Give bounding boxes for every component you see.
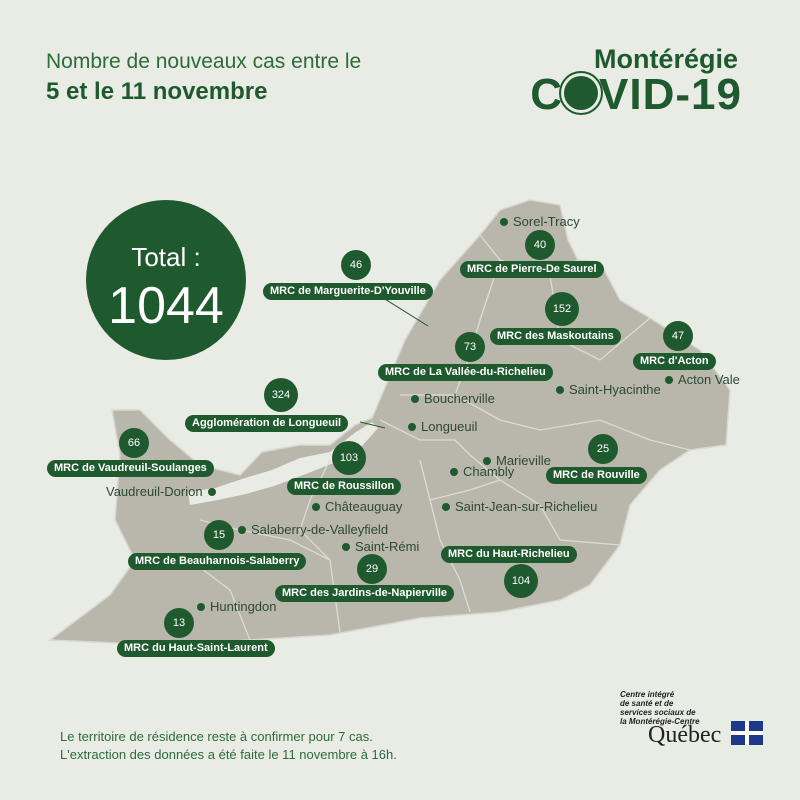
city-dot-icon [208,488,216,496]
label-haut-richelieu: MRC du Haut-Richelieu [441,546,577,563]
city-dot-icon [408,423,416,431]
bubble-jardins-napierville: 29 [357,554,387,584]
label-vallee-richelieu: MRC de La Vallée-du-Richelieu [378,364,553,381]
header-line2: 5 et le 11 novembre [46,78,268,105]
city-salaberry: Salaberry-de-Valleyfield [238,522,388,537]
brand-region: Montérégie [593,44,738,74]
city-dot-icon [556,386,564,394]
city-huntingdon: Huntingdon [197,599,277,614]
bubble-pierre-de-saurel: 40 [525,230,555,260]
city-dot-icon [442,503,450,511]
city-dot-icon [312,503,320,511]
leader-marguerite [380,296,428,326]
quebec-flag-icon [731,721,763,745]
label-acton: MRC d'Acton [633,353,716,370]
bubble-acton: 47 [663,321,693,351]
label-roussillon: MRC de Roussillon [287,478,401,495]
label-vaudreuil: MRC de Vaudreuil-Soulanges [47,460,214,477]
label-beauharnois: MRC de Beauharnois-Salaberry [128,553,306,570]
bubble-rouville: 25 [588,434,618,464]
city-chambly: Chambly [450,464,514,479]
covid-prefix: C [530,70,564,119]
footer-line2: L'extraction des données a été faite le 11 novembre à 16h. [60,747,397,762]
city-dot-icon [450,468,458,476]
label-marguerite: MRC de Marguerite-D'Youville [263,283,433,300]
city-longueuil: Longueuil [408,419,477,434]
label-rouville: MRC de Rouville [546,467,647,484]
header-line1: Nombre de nouveaux cas entre le [46,50,362,73]
city-marieville: Marieville [483,453,551,468]
bubble-vaudreuil: 66 [119,428,149,458]
city-dot-icon [500,218,508,226]
bubble-haut-saint-laurent: 13 [164,608,194,638]
label-longueuil: Agglomération de Longueuil [185,415,348,432]
city-dot-icon [238,526,246,534]
bubble-marguerite: 46 [341,250,371,280]
city-saint-hyacinthe: Saint-Hyacinthe [556,382,661,397]
total-label: Total : [131,242,201,272]
quebec-wordmark: Québec [648,722,722,748]
city-vaudreuil-dorion: Vaudreuil-Dorion [106,484,216,499]
total-value: 1044 [108,277,224,335]
city-saint-jean: Saint-Jean-sur-Richelieu [442,499,597,514]
covid-suffix: VID-19 [599,70,742,119]
label-haut-saint-laurent: MRC du Haut-Saint-Laurent [117,640,275,657]
city-dot-icon [411,395,419,403]
city-chateauguay: Châteauguay [312,499,402,514]
bubble-haut-richelieu: 104 [504,564,538,598]
label-pierre-de-saurel: MRC de Pierre-De Saurel [460,261,604,278]
city-boucherville: Boucherville [411,391,495,406]
city-dot-icon [197,603,205,611]
city-sorel-tracy: Sorel-Tracy [500,214,580,229]
bubble-maskoutains: 152 [545,292,579,326]
city-acton-vale: Acton Vale [665,372,740,387]
label-jardins-napierville: MRC des Jardins-de-Napierville [275,585,454,602]
bubble-roussillon: 103 [332,441,366,475]
total-circle [86,200,246,360]
bubble-vallee-richelieu: 73 [455,332,485,362]
organization-name: Centre intégré de santé et de services sociaux de la Montérégie-Centre [620,690,700,726]
city-saint-remi: Saint-Rémi [342,539,419,554]
label-maskoutains: MRC des Maskoutains [490,328,621,345]
city-dot-icon [342,543,350,551]
footer-line1: Le territoire de résidence reste à confirmer pour 7 cas. [60,729,373,744]
bubble-beauharnois: 15 [204,520,234,550]
bubble-longueuil: 324 [264,378,298,412]
city-dot-icon [665,376,673,384]
